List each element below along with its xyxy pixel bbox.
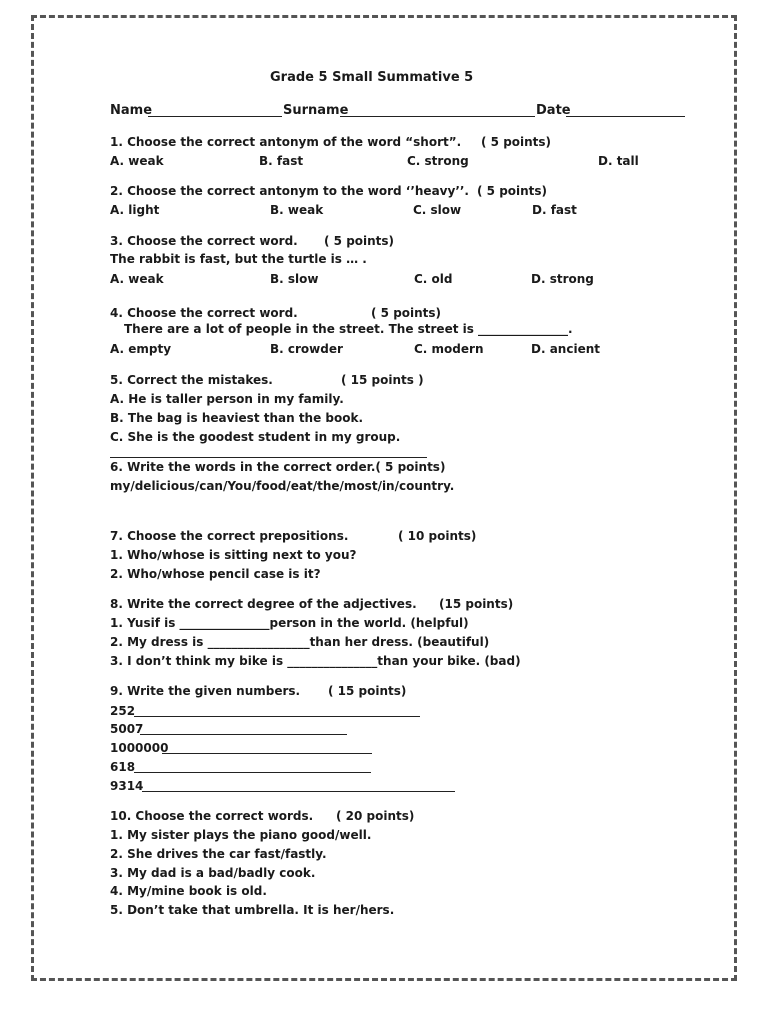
q3-sentence: The rabbit is fast, but the turtle is … . [110, 252, 367, 266]
q8-item-3: 3. I don’t think my bike is _______________than your bike. (bad) [110, 654, 521, 668]
q10-points: ( 20 points) [336, 809, 415, 823]
q4-sentence: There are a lot of people in the street. The street is _______________. [124, 322, 573, 336]
q10-item-5: 5. Don’t take that umbrella. It is her/hers. [110, 903, 395, 917]
q10-item-2: 2. She drives the car fast/fastly. [110, 847, 327, 861]
q5-answer-line[interactable] [110, 457, 427, 458]
q4-points: ( 5 points) [371, 306, 442, 320]
q2-points: ( 5 points) [477, 184, 548, 198]
q9-answer-line-3[interactable] [162, 753, 372, 754]
q3-option-b: B. slow [270, 272, 319, 286]
q4-option-a: A. empty [110, 342, 172, 356]
q2-option-c: C. slow [413, 203, 462, 217]
date-field-line[interactable] [566, 116, 685, 117]
q1-question: 1. Choose the correct antonym of the word “short”. [110, 135, 462, 149]
q5-item-b: B. The bag is heaviest than the book. [110, 411, 364, 425]
q7-points: ( 10 points) [398, 529, 477, 543]
q5-points: ( 15 points ) [341, 373, 424, 387]
name-label: Name [110, 103, 153, 118]
q9-number-3: 1000000 [110, 741, 169, 755]
name-field-line[interactable] [148, 116, 282, 117]
q8-item-2: 2. My dress is _________________than her dress. (beautiful) [110, 635, 490, 649]
q2-option-b: B. weak [270, 203, 324, 217]
q3-question: 3. Choose the correct word. [110, 234, 298, 248]
q3-option-c: C. old [414, 272, 453, 286]
q7-item-2: 2. Who/whose pencil case is it? [110, 567, 321, 581]
q1-option-b: B. fast [259, 154, 304, 168]
q10-item-3: 3. My dad is a bad/badly cook. [110, 866, 316, 880]
q10-item-4: 4. My/mine book is old. [110, 884, 267, 898]
q9-number-2: 5007 [110, 722, 144, 736]
q1-option-d: D. tall [598, 154, 639, 168]
q7-question: 7. Choose the correct prepositions. [110, 529, 349, 543]
q9-number-4: 618 [110, 760, 136, 774]
q7-item-1: 1. Who/whose is sitting next to you? [110, 548, 357, 562]
q2-option-d: D. fast [532, 203, 577, 217]
date-label: Date [536, 103, 571, 118]
q8-item-1: 1. Yusif is _______________person in the world. (helpful) [110, 616, 469, 630]
q9-answer-line-2[interactable] [140, 734, 347, 735]
q5-question: 5. Correct the mistakes. [110, 373, 273, 387]
q6-words: my/delicious/can/You/food/eat/the/most/in/country. [110, 479, 455, 493]
q10-item-1: 1. My sister plays the piano good/well. [110, 828, 372, 842]
q4-option-c: C. modern [414, 342, 484, 356]
q1-option-c: C. strong [407, 154, 469, 168]
q4-option-b: B. crowder [270, 342, 343, 356]
q9-points: ( 15 points) [328, 684, 407, 698]
q9-answer-line-4[interactable] [134, 772, 371, 773]
q3-option-d: D. strong [531, 272, 594, 286]
q4-option-d: D. ancient [531, 342, 600, 356]
q9-number-1: 252 [110, 704, 136, 718]
worksheet-title: Grade 5 Small Summative 5 [270, 70, 474, 85]
q3-option-a: A. weak [110, 272, 164, 286]
q5-item-c: C. She is the goodest student in my group. [110, 430, 401, 444]
q8-question: 8. Write the correct degree of the adjectives. [110, 597, 417, 611]
surname-field-line[interactable] [340, 116, 535, 117]
q9-answer-line-1[interactable] [134, 716, 420, 717]
q6-question: 6. Write the words in the correct order.( 5 points) [110, 460, 446, 474]
q10-question: 10. Choose the correct words. [110, 809, 314, 823]
q2-option-a: A. light [110, 203, 160, 217]
q9-answer-line-5[interactable] [142, 791, 455, 792]
q9-number-5: 9314 [110, 779, 144, 793]
q3-points: ( 5 points) [324, 234, 395, 248]
q2-question: 2. Choose the correct antonym to the word ‘’heavy’’. [110, 184, 469, 198]
q1-option-a: A. weak [110, 154, 164, 168]
q4-question: 4. Choose the correct word. [110, 306, 298, 320]
q8-points: (15 points) [439, 597, 514, 611]
q9-question: 9. Write the given numbers. [110, 684, 301, 698]
q5-item-a: A. He is taller person in my family. [110, 392, 344, 406]
q1-points: ( 5 points) [481, 135, 552, 149]
surname-label: Surname [283, 103, 349, 118]
